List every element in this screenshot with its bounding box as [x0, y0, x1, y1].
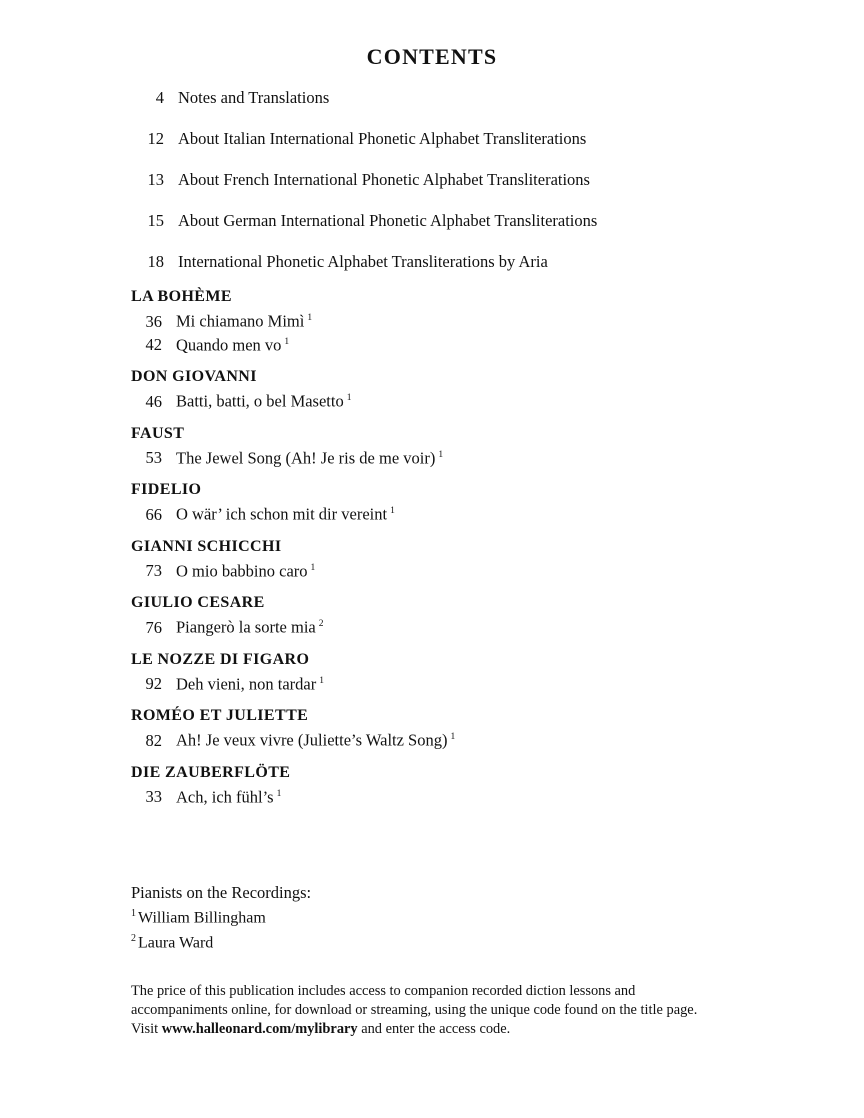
opera-title: LE NOZZE DI FIGARO [131, 650, 310, 668]
list-item [131, 558, 791, 582]
entry-label: Notes and Translations [178, 88, 330, 107]
page-number: 4 [155, 88, 164, 107]
aria-title [176, 671, 324, 695]
list-item [131, 388, 791, 412]
list-item [131, 129, 771, 170]
aria-title [176, 558, 315, 582]
aria-title [176, 501, 395, 525]
aria-title-text: Deh vieni, non tardar [176, 674, 317, 693]
opera-title: GIULIO CESARE [131, 594, 265, 611]
footnote-marker: 1 [450, 732, 456, 742]
opera-section [131, 651, 791, 695]
opera-section [131, 764, 791, 808]
aria-title-text: Ah! Je veux vivre (Juliette’s Waltz Song) [176, 730, 448, 750]
page-number: 33 [145, 787, 162, 806]
footnote-marker: 2 [131, 933, 136, 945]
aria-title [176, 727, 455, 751]
footnote-marker: 1 [307, 313, 313, 323]
entry-label: About French International Phonetic Alphabet Transliterations [178, 170, 590, 189]
list-item [131, 671, 791, 695]
opera-title: DON GIOVANNI [131, 368, 257, 385]
aria-title-text: O wär’ ich schon mit dir vereint [176, 504, 388, 524]
pianists-block [131, 882, 311, 954]
aria-title [176, 445, 443, 469]
opera-section [131, 481, 791, 525]
opera-section [131, 594, 791, 638]
page-number: 66 [145, 504, 162, 524]
entry-label: International Phonetic Alphabet Transliterations by Aria [178, 252, 548, 271]
list-item [131, 88, 771, 129]
mylibrary-url: www.halleonard.com/mylibrary [161, 1021, 358, 1037]
pianist-credit [131, 903, 311, 928]
page-number: 92 [145, 674, 162, 693]
entry-label: About Italian International Phonetic Alphabet Transliterations [178, 129, 587, 148]
aria-title [176, 332, 289, 356]
list-item [131, 784, 791, 808]
page-number: 42 [145, 335, 162, 354]
footnote-marker: 1 [319, 675, 324, 686]
page-title: CONTENTS [366, 44, 498, 69]
pianist-credit [131, 928, 311, 953]
page-number: 36 [145, 311, 162, 331]
page-number: 82 [145, 730, 162, 750]
note-line-2: accompaniments online, for download or streaming, using the unique code found on the title page. [131, 1002, 698, 1018]
footnote-marker: 1 [276, 788, 282, 799]
note-line-3-post: and enter the access code. [357, 1021, 511, 1037]
footnote-marker: 1 [284, 336, 290, 347]
note-line-1: The price of this publication includes access to companion recorded diction lessons and [131, 983, 636, 999]
page-number: 15 [147, 211, 164, 230]
opera-section [131, 288, 791, 355]
opera-title: FIDELIO [131, 481, 202, 498]
pianists-heading: Pianists on the Recordings: [131, 883, 312, 902]
aria-title [176, 388, 351, 412]
page-number: 46 [145, 391, 162, 411]
page-number: 18 [147, 252, 164, 271]
list-item [131, 727, 791, 751]
page-number: 12 [147, 129, 164, 148]
aria-title-text: Quando men vo [176, 335, 282, 354]
note-line-3 [131, 1020, 771, 1039]
list-item [131, 445, 791, 469]
list-item [131, 211, 771, 252]
opera-title: DIE ZAUBERFLÖTE [131, 763, 291, 781]
aria-title-text: Batti, batti, o bel Masetto [176, 391, 344, 411]
page-number: 13 [147, 170, 164, 189]
opera-section [131, 368, 791, 412]
opera-section [131, 707, 791, 751]
opera-title: FAUST [131, 424, 185, 442]
opera-title: GIANNI SCHICCHI [131, 537, 282, 555]
list-item [131, 170, 771, 211]
aria-title-text: Ach, ich fühl’s [176, 787, 274, 806]
aria-title-text: Mi chiamano Mimì [176, 311, 305, 331]
list-item [131, 252, 771, 293]
aria-title [176, 308, 312, 332]
access-code-note [131, 982, 771, 1039]
list-item [131, 332, 791, 356]
note-line-3-pre: Visit [131, 1021, 162, 1037]
aria-title-text: Piangerò la sorte mia [176, 617, 316, 637]
footnote-marker: 1 [310, 562, 316, 573]
front-matter-list [131, 88, 771, 293]
aria-title [176, 784, 281, 808]
footnote-marker: 1 [131, 908, 136, 919]
opera-sections [131, 288, 791, 820]
list-item [131, 614, 791, 638]
footnote-marker: 2 [318, 619, 324, 629]
entry-label: About German International Phonetic Alphabet Transliterations [178, 211, 598, 230]
page-number: 73 [145, 561, 162, 580]
list-item [131, 308, 791, 332]
aria-title [176, 614, 324, 638]
pianist-name: Laura Ward [138, 934, 214, 952]
opera-section [131, 425, 791, 469]
list-item [131, 501, 791, 525]
footnote-marker: 1 [438, 449, 444, 460]
page-number: 76 [145, 617, 162, 637]
pianist-name: William Billingham [138, 909, 266, 927]
page-number: 53 [145, 448, 162, 467]
aria-title-text: O mio babbino caro [176, 561, 308, 580]
opera-section [131, 538, 791, 582]
opera-title: ROMÉO ET JULIETTE [131, 707, 309, 724]
aria-title-text: The Jewel Song (Ah! Je ris de me voir) [176, 448, 436, 467]
footnote-marker: 1 [346, 393, 352, 403]
footnote-marker: 1 [390, 506, 395, 516]
opera-title: LA BOHÈME [131, 288, 232, 305]
